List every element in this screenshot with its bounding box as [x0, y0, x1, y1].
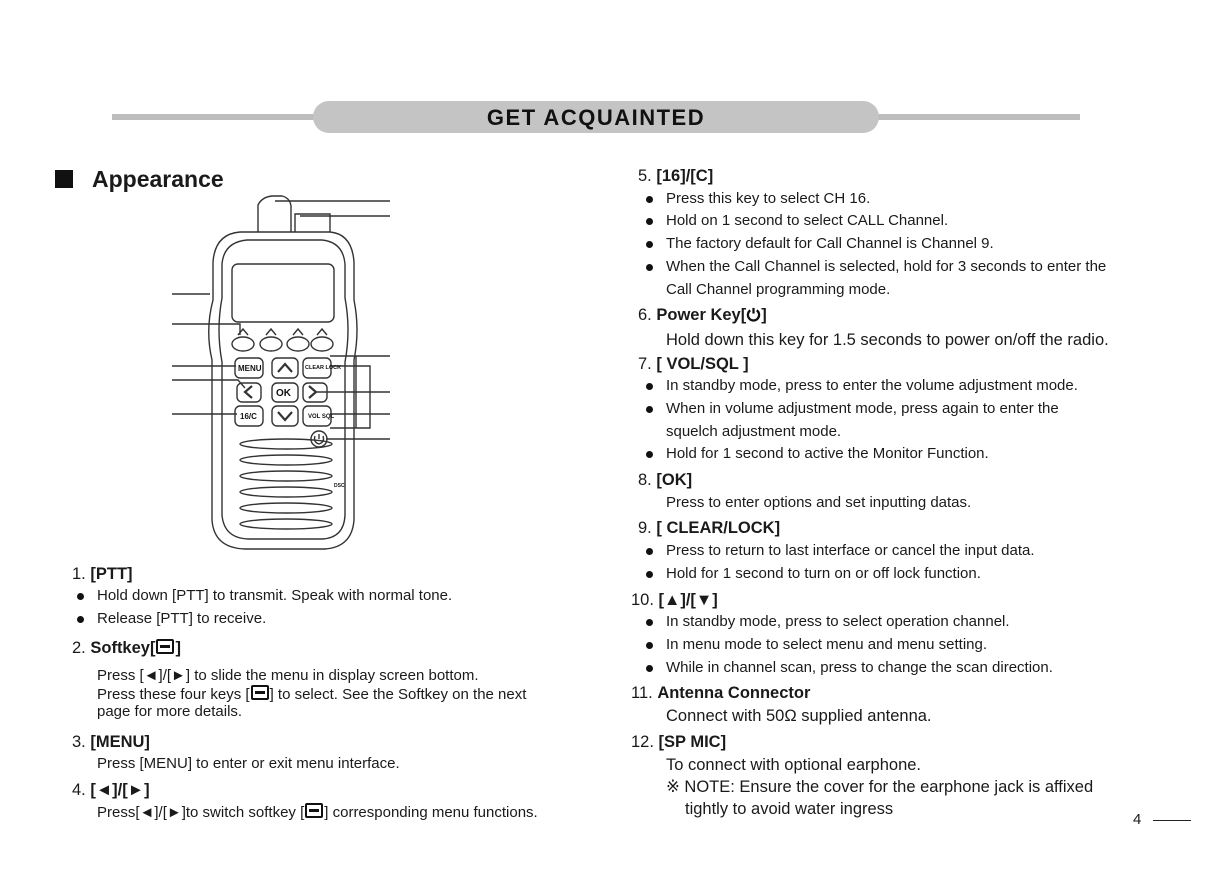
section-square-icon: [55, 170, 73, 188]
item-5-bullet-2: Hold on 1 second to select CALL Channel.: [666, 212, 948, 229]
item-5-bullet-4-cont: Call Channel programming mode.: [666, 281, 891, 298]
item-9-bullet-1: Press to return to last interface or cancel the input data.: [666, 542, 1035, 559]
item-7-bullet-3: Hold for 1 second to active the Monitor Function.: [666, 445, 989, 462]
item-9-bullet-2: Hold for 1 second to turn on or off lock function.: [666, 565, 981, 582]
item-3-heading: 3. [MENU]: [72, 733, 150, 751]
item-1-bullet-2: Release [PTT] to receive.: [97, 610, 266, 627]
softkey-icon: [156, 639, 174, 654]
item-2-line-3: page for more details.: [97, 703, 243, 720]
item-9-title: [ CLEAR/LOCK]: [656, 519, 781, 537]
item-11-title: Antenna Connector: [657, 684, 811, 702]
item-5-bullet-1: Press this key to select CH 16.: [666, 190, 870, 207]
key-menu-label: MENU: [238, 364, 262, 373]
item-2-title: Softkey: [90, 639, 150, 657]
key-ok-label: OK: [276, 388, 291, 399]
item-5-title: [16]/[C]: [656, 167, 714, 185]
item-12-title: [SP MIC]: [658, 733, 727, 751]
softkey-icon: [251, 685, 269, 700]
item-7-title: [ VOL/SQL ]: [656, 355, 749, 373]
item-1-bullet-1: Hold down [PTT] to transmit. Speak with normal tone.: [97, 587, 452, 604]
item-10-bullet-2: In menu mode to select menu and menu setting.: [666, 636, 987, 653]
item-6-heading: 6. Power Key[ ]: [638, 306, 767, 324]
power-icon: [746, 307, 761, 322]
radio-illustration: [160, 190, 400, 560]
item-4-title: [◄]/[►]: [90, 781, 150, 799]
banner-line-left: [112, 114, 322, 120]
key-vol-sql-label: VOL SQL: [308, 414, 335, 420]
item-2-heading: 2. Softkey[ ]: [72, 639, 181, 657]
item-1-title: [PTT]: [90, 565, 133, 583]
page-title: GET ACQUAINTED: [313, 101, 879, 133]
banner-line-right: [870, 114, 1080, 120]
dsc-label: DSC: [334, 483, 345, 489]
item-8-title: [OK]: [656, 471, 693, 489]
item-12-note-cont: tightly to avoid water ingress: [685, 800, 894, 818]
page-number: 4: [1133, 811, 1142, 828]
item-10-title: [▲]/[▼]: [658, 591, 718, 609]
item-1-heading: 1. [PTT]: [72, 565, 133, 583]
item-11-heading: 11. Antenna Connector: [631, 684, 811, 702]
item-7-bullet-2-cont: squelch adjustment mode.: [666, 423, 842, 440]
page-number-rule: [1153, 820, 1191, 821]
item-2-line-1: Press [◄]/[►] to slide the menu in display screen bottom.: [97, 667, 479, 684]
item-12-line-1: To connect with optional earphone.: [666, 756, 922, 774]
item-10-bullet-1: In standby mode, press to select operation channel.: [666, 613, 1010, 630]
key-clear-lock-label: CLEAR LOCK: [305, 365, 342, 371]
item-3-line-1: Press [MENU] to enter or exit menu interface.: [97, 755, 400, 772]
item-12-note: ※ NOTE: Ensure the cover for the earphone jack is affixed: [666, 778, 1094, 796]
item-5-bullet-4: When the Call Channel is selected, hold for 3 seconds to enter the: [666, 258, 1106, 275]
item-10-heading: 10. [▲]/[▼]: [631, 591, 718, 609]
item-7-heading: 7. [ VOL/SQL ]: [638, 355, 749, 373]
item-8-heading: 8. [OK]: [638, 471, 693, 489]
item-8-line-1: Press to enter options and set inputting datas.: [666, 494, 972, 511]
item-9-heading: 9. [ CLEAR/LOCK]: [638, 519, 781, 537]
item-11-line-1: Connect with 50Ω supplied antenna.: [666, 707, 932, 725]
item-4-heading: 4. [◄]/[►]: [72, 781, 150, 799]
item-2-line-2: Press these four keys [ ] to select. See the Softkey on the next: [97, 686, 527, 703]
item-5-heading: 5. [16]/[C]: [638, 167, 714, 185]
item-7-bullet-2: When in volume adjustment mode, press again to enter the: [666, 400, 1059, 417]
section-title: Appearance: [92, 166, 224, 192]
item-4-line-1: Press[◄]/[►]to switch softkey [ ] corresponding menu functions.: [97, 804, 538, 821]
softkey-icon: [305, 803, 323, 818]
item-6-title: Power Key[: [656, 306, 747, 324]
item-5-bullet-3: The factory default for Call Channel is Channel 9.: [666, 235, 994, 252]
item-10-bullet-3: While in channel scan, press to change the scan direction.: [666, 659, 1053, 676]
item-3-title: [MENU]: [90, 733, 150, 751]
key-16c-label: 16/C: [240, 412, 257, 421]
item-6-line-1: Hold down this key for 1.5 seconds to power on/off the radio.: [666, 331, 1109, 349]
item-12-heading: 12. [SP MIC]: [631, 733, 727, 751]
item-7-bullet-1: In standby mode, press to enter the volume adjustment mode.: [666, 377, 1078, 394]
